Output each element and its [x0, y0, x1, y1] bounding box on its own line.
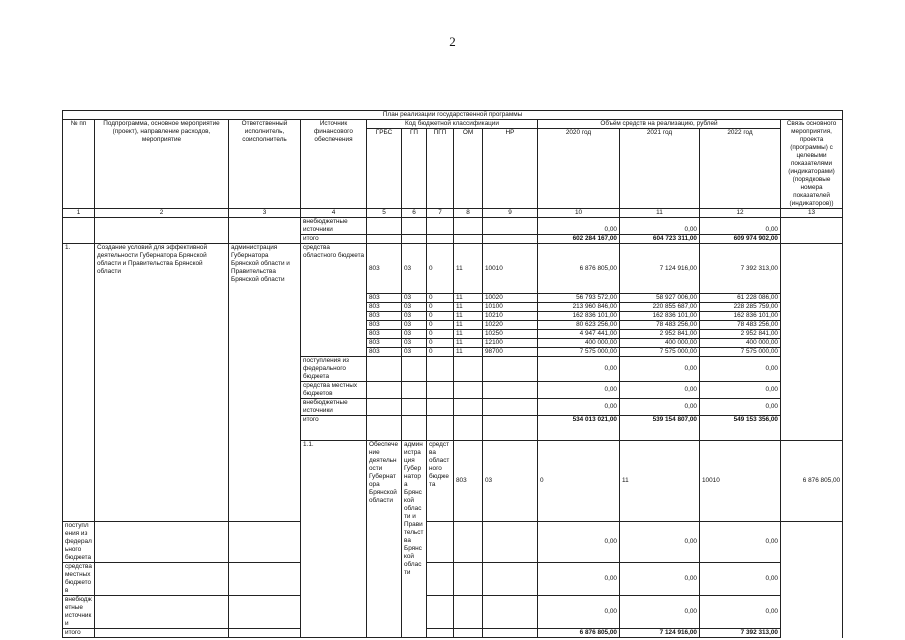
- value-2020: 400 000,00: [538, 339, 620, 348]
- value-2021: 0,00: [620, 522, 700, 563]
- source-label: средства местных бюджетов: [301, 382, 367, 399]
- gp: 03: [483, 441, 538, 522]
- value-2021: 220 855 687,00: [620, 303, 700, 312]
- nr: 10100: [483, 303, 538, 312]
- total-2021: 604 723 311,00: [620, 235, 700, 244]
- grbs: 803: [367, 303, 402, 312]
- value-2022: 0,00: [700, 399, 781, 416]
- nr: 10210: [483, 312, 538, 321]
- value-2021: 0,00: [620, 563, 700, 596]
- col-num: 4: [301, 209, 367, 218]
- value-2020: 80 623 256,00: [538, 321, 620, 330]
- gp: 03: [402, 312, 427, 321]
- table-row: [63, 629, 843, 638]
- om: 11: [454, 339, 483, 348]
- grbs: 803: [367, 312, 402, 321]
- value-2022: 162 836 101,00: [700, 312, 781, 321]
- value-2021: 58 927 006,00: [620, 294, 700, 303]
- header-source: Источник финансового обеспечения: [301, 120, 367, 209]
- header-grbs: ГРБС: [367, 129, 402, 209]
- header-row-1: [63, 120, 843, 129]
- source-label: средства областного бюджета: [427, 441, 454, 522]
- nr: 10020: [483, 294, 538, 303]
- grbs: 803: [367, 244, 402, 294]
- value-2021: 78 483 256,00: [620, 321, 700, 330]
- source-label: внебюджетные источники: [301, 399, 367, 416]
- om: 11: [454, 312, 483, 321]
- om: 11: [454, 244, 483, 294]
- header-responsible: Ответственный исполнитель, соисполнитель: [229, 120, 301, 209]
- total-2020: 534 013 021,00: [538, 416, 620, 441]
- gp: 03: [402, 303, 427, 312]
- value-2022: 2 952 841,00: [700, 330, 781, 339]
- section-name: Обеспечение деятельности Губернатора Брянской области: [367, 441, 402, 638]
- table-row: [63, 218, 843, 235]
- gp: 03: [402, 321, 427, 330]
- program-plan-table-wrapper: [62, 110, 842, 638]
- value-2021: 162 836 101,00: [620, 312, 700, 321]
- section-name: Создание условий для эффективной деятельности Губернатора Брянской области и Правительства Брянской области: [95, 244, 229, 522]
- value-2022: 0,00: [700, 596, 781, 629]
- pgp: 0: [427, 294, 454, 303]
- table-row: [63, 522, 843, 563]
- header-num: № пп: [63, 120, 95, 209]
- gp: 03: [402, 339, 427, 348]
- pgp: 0: [427, 348, 454, 357]
- value-2020: 162 836 101,00: [538, 312, 620, 321]
- gp: 03: [402, 244, 427, 294]
- section-responsible: администрация Губернатора Брянской области и Правительства Брянской области: [229, 244, 301, 522]
- value-2021: 0,00: [620, 218, 700, 235]
- section-number: 1.: [63, 244, 95, 522]
- header-2022: 2022 год: [700, 129, 781, 209]
- om: 11: [454, 321, 483, 330]
- value-2020: 6 876 805,00: [538, 244, 620, 294]
- header-2020: 2020 год: [538, 129, 620, 209]
- om: 11: [454, 294, 483, 303]
- value-2022: 228 285 759,00: [700, 303, 781, 312]
- source-label: итого: [301, 416, 367, 441]
- value-2021: 0,00: [620, 382, 700, 399]
- source-label: итого: [63, 629, 95, 638]
- gp: 03: [402, 330, 427, 339]
- grbs: 803: [367, 294, 402, 303]
- value-2020: 0,00: [538, 596, 620, 629]
- table-row: [63, 563, 843, 596]
- header-2021: 2021 год: [620, 129, 700, 209]
- value-2020: 0,00: [538, 563, 620, 596]
- value-2020: 213 960 846,00: [538, 303, 620, 312]
- grbs: 803: [367, 330, 402, 339]
- pgp: 0: [427, 244, 454, 294]
- header-volume: Объём средств на реализацию, рублей: [538, 120, 781, 129]
- nr: 10010: [483, 244, 538, 294]
- col-num: 8: [454, 209, 483, 218]
- col-num: 13: [781, 209, 843, 218]
- value-2021: 7 124 916,00: [620, 244, 700, 294]
- table-row: [63, 596, 843, 629]
- col-num: 11: [620, 209, 700, 218]
- nr: 10220: [483, 321, 538, 330]
- nr: 12100: [483, 339, 538, 348]
- source-label: внебюджетные источники: [63, 596, 95, 629]
- total-2020: 602 284 167,00: [538, 235, 620, 244]
- grbs: 803: [367, 321, 402, 330]
- value-2022: 0,00: [700, 218, 781, 235]
- source-label: итого: [301, 235, 367, 244]
- header-link: Связь основного мероприятия, проекта (программы) с целевыми показателями (индикаторами) (порядковые номера показателей (индикаторов)): [781, 120, 843, 209]
- om: 11: [454, 348, 483, 357]
- pgp: 0: [427, 312, 454, 321]
- value-2020: 4 947 441,00: [538, 330, 620, 339]
- col-num: 7: [427, 209, 454, 218]
- section-number: 1.1.: [301, 441, 367, 638]
- value-2022: 0,00: [700, 382, 781, 399]
- col-num: 6: [402, 209, 427, 218]
- total-2021: 7 124 916,00: [620, 629, 700, 638]
- total-2021: 539 154 807,00: [620, 416, 700, 441]
- value-2022: 0,00: [700, 563, 781, 596]
- value-2022: 0,00: [700, 357, 781, 382]
- value-2020: 56 793 572,00: [538, 294, 620, 303]
- value-2021: 0,00: [620, 399, 700, 416]
- col-num: 1: [63, 209, 95, 218]
- value-2022: 400 000,00: [700, 339, 781, 348]
- col-num: 10: [538, 209, 620, 218]
- pgp: 0: [538, 441, 620, 522]
- value-2022: 7 575 000,00: [700, 348, 781, 357]
- grbs: 803: [367, 348, 402, 357]
- value-2020: 0,00: [538, 357, 620, 382]
- value-2022: 7 392 313,00: [700, 244, 781, 294]
- pgp: 0: [427, 303, 454, 312]
- table-title: План реализации государственной программы: [63, 111, 843, 120]
- header-pgp: ПГП: [427, 129, 454, 209]
- value-2020: 0,00: [538, 399, 620, 416]
- value-2020: 6 876 805,00: [781, 441, 843, 522]
- header-nr: НР: [483, 129, 538, 209]
- col-num: 9: [483, 209, 538, 218]
- om: 11: [454, 303, 483, 312]
- source-label: внебюджетные источники: [301, 218, 367, 235]
- header-budget-code: Код бюджетной классификации: [367, 120, 538, 129]
- pgp: 0: [427, 321, 454, 330]
- source-label: поступления из федерального бюджета: [301, 357, 367, 382]
- page-number: 2: [449, 34, 456, 49]
- value-2022: 61 228 086,00: [700, 294, 781, 303]
- value-2021: 400 000,00: [620, 339, 700, 348]
- value-2020: 0,00: [538, 522, 620, 563]
- value-2021: 0,00: [620, 357, 700, 382]
- nr: 10010: [700, 441, 781, 522]
- om: 11: [454, 330, 483, 339]
- table-row: [63, 244, 843, 294]
- om: 11: [620, 441, 700, 522]
- col-num: 5: [367, 209, 402, 218]
- value-2022: 78 483 256,00: [700, 321, 781, 330]
- total-2022: 7 392 313,00: [700, 629, 781, 638]
- value-2020: 7 575 000,00: [538, 348, 620, 357]
- gp: 03: [402, 348, 427, 357]
- value-2020: 0,00: [538, 382, 620, 399]
- col-num: 2: [95, 209, 229, 218]
- total-2022: 549 153 356,00: [700, 416, 781, 441]
- value-2021: 0,00: [620, 596, 700, 629]
- col-num: 12: [700, 209, 781, 218]
- grbs: 803: [454, 441, 483, 522]
- value-2020: 0,00: [538, 218, 620, 235]
- pgp: 0: [427, 339, 454, 348]
- section-responsible: администрация Губернатора Брянской области и Правительства Брянской области: [402, 441, 427, 638]
- gp: 03: [402, 294, 427, 303]
- header-gp: ГП: [402, 129, 427, 209]
- value-2022: 0,00: [700, 522, 781, 563]
- total-2020: 6 876 805,00: [538, 629, 620, 638]
- col-num: 3: [229, 209, 301, 218]
- source-label: поступления из федерального бюджета: [63, 522, 95, 563]
- title-row: [63, 111, 843, 120]
- value-2021: 2 952 841,00: [620, 330, 700, 339]
- grbs: 803: [367, 339, 402, 348]
- header-subprogram: Подпрограмма, основное мероприятие (проект), направление расходов, мероприятие: [95, 120, 229, 209]
- total-2022: 609 974 902,00: [700, 235, 781, 244]
- source-label: средства областного бюджета: [301, 244, 367, 357]
- program-plan-table: [62, 110, 843, 638]
- header-om: ОМ: [454, 129, 483, 209]
- pgp: 0: [427, 330, 454, 339]
- value-2021: 7 575 000,00: [620, 348, 700, 357]
- column-number-row: [63, 209, 843, 218]
- nr: 10250: [483, 330, 538, 339]
- source-label: средства местных бюджетов: [63, 563, 95, 596]
- nr: 98700: [483, 348, 538, 357]
